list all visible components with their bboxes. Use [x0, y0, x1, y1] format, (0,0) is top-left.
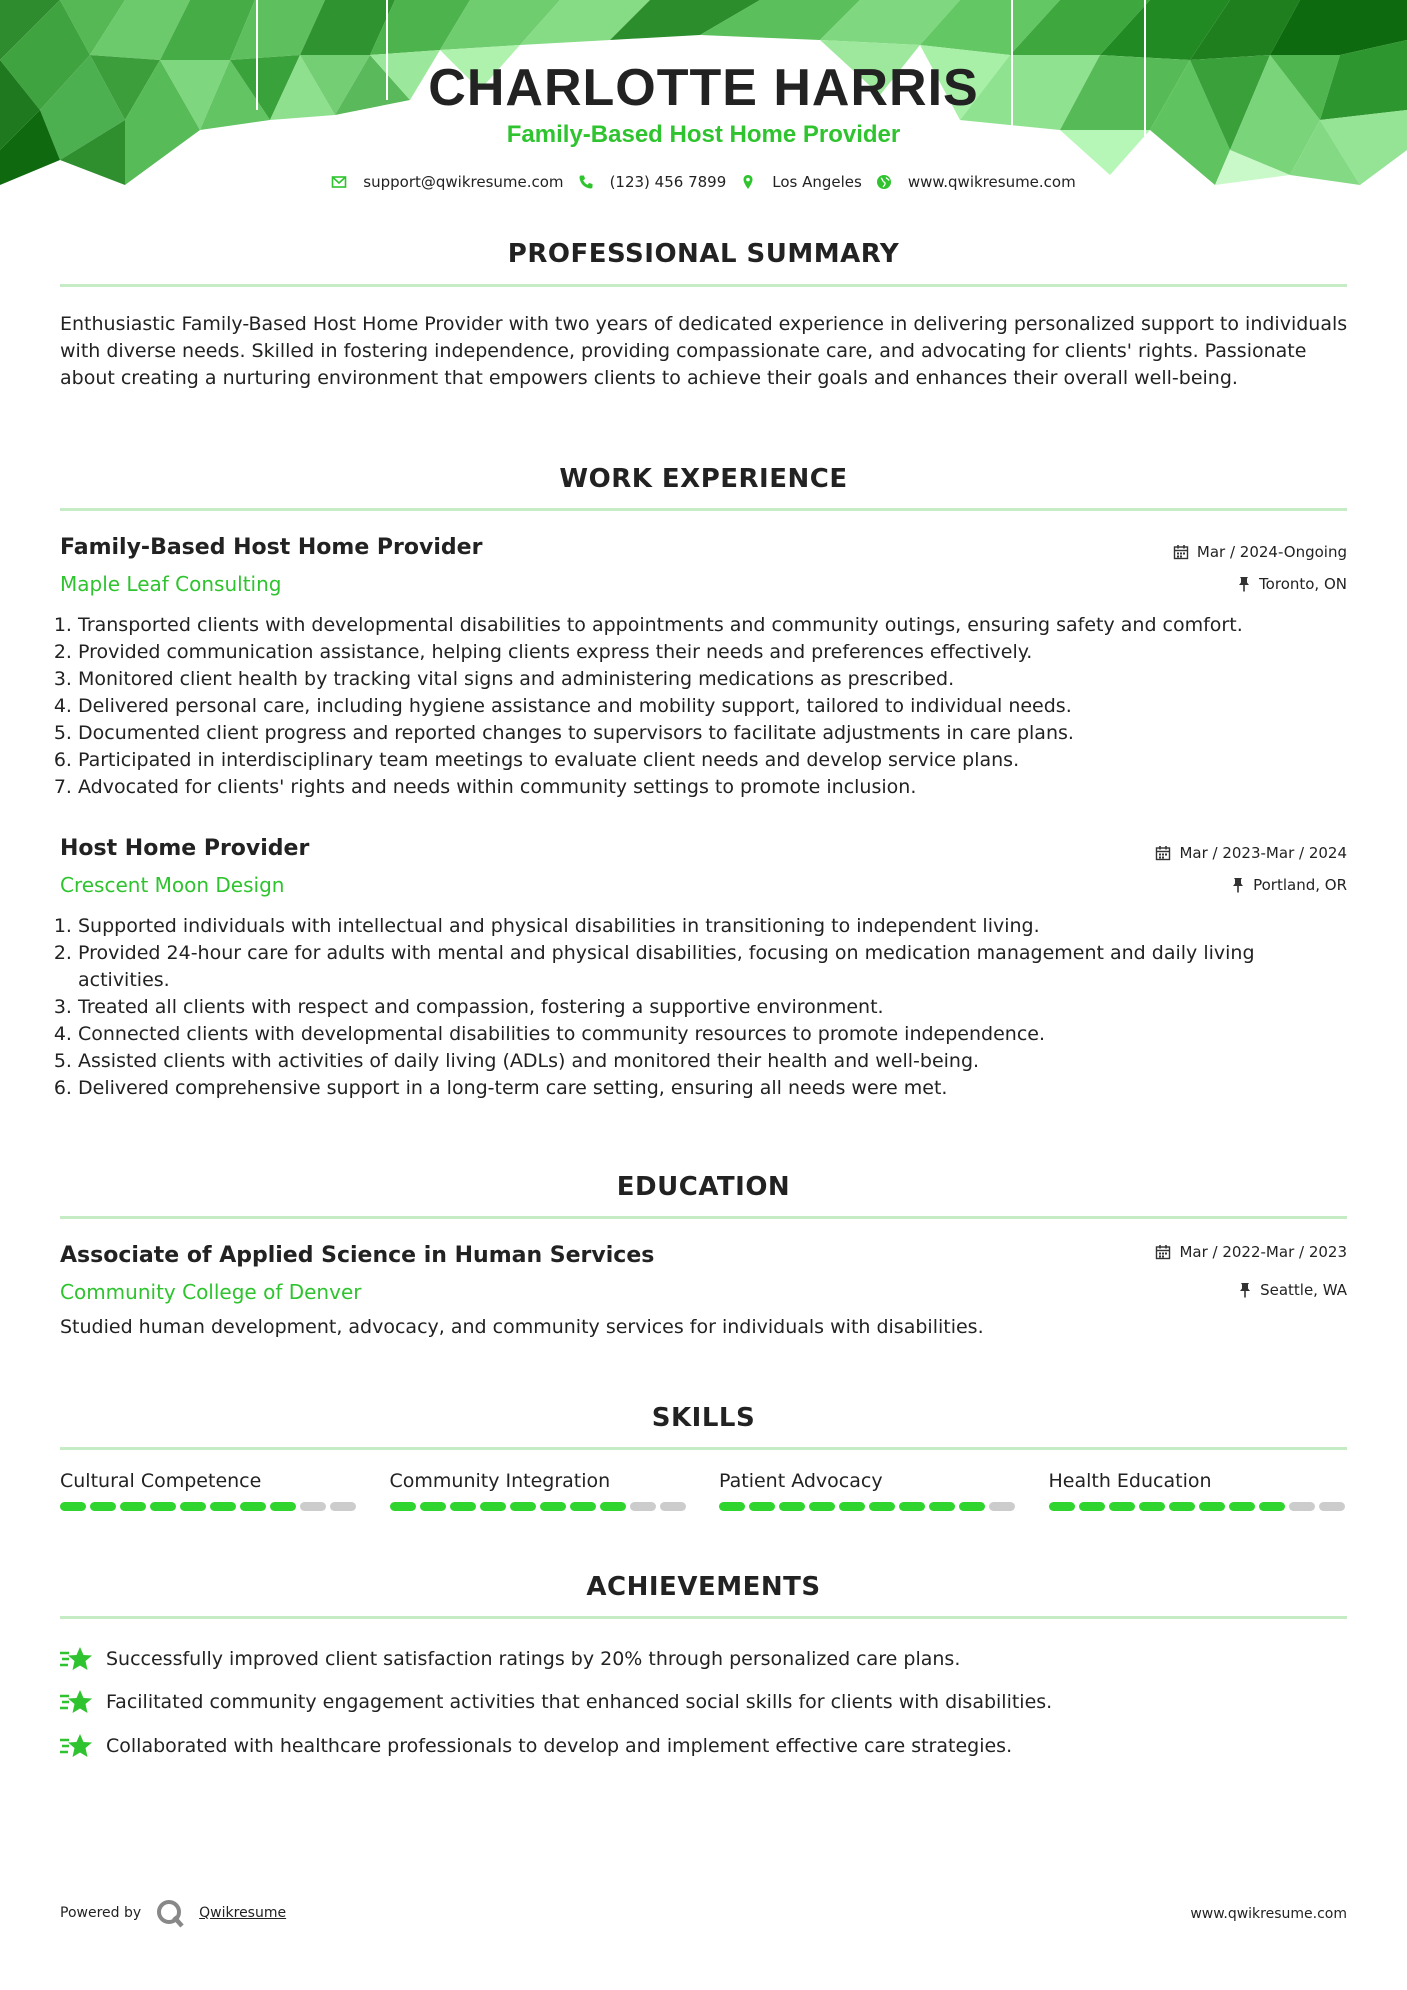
section-title-skills: SKILLS [651, 1403, 756, 1433]
skill-level-segment [390, 1502, 416, 1511]
skill-level-segment [1109, 1502, 1135, 1511]
skill-level-segment [929, 1502, 955, 1511]
section-title-education: EDUCATION [616, 1172, 791, 1202]
skill-level-segment [210, 1502, 236, 1511]
education-dates-text: Mar / 2022-Mar / 2023 [1179, 1243, 1347, 1261]
skill-level-segment [1169, 1502, 1195, 1511]
skill-level-segment [959, 1502, 985, 1511]
skill-level-segment [749, 1502, 775, 1511]
candidate-title: Family-Based Host Home Provider [506, 121, 901, 148]
degree-title: Associate of Applied Science in Human Services [60, 1243, 655, 1268]
job-location [1231, 876, 1347, 894]
list-item: 1. Supported individuals with intellectual and physical disabilities in transitioning to independent living. [78, 913, 1348, 940]
pushpin-icon [1238, 1282, 1252, 1298]
skill-item [60, 1470, 360, 1511]
achievement-text: Facilitated community engagement activities that enhanced social skills for clients with disabilities. [106, 1691, 1053, 1713]
job-bullets [52, 913, 1348, 1102]
skill-level-segment [630, 1502, 656, 1511]
skill-level-segment [180, 1502, 206, 1511]
job-location [1237, 575, 1347, 593]
footer-url[interactable]: www.qwikresume.com [1190, 1906, 1347, 1922]
header-banner [0, 0, 1407, 195]
skill-level-segment [150, 1502, 176, 1511]
section-divider [60, 284, 1347, 287]
skill-level-segment [1139, 1502, 1165, 1511]
pushpin-icon [1237, 576, 1251, 592]
star-icon [60, 1732, 92, 1760]
job-dates [1155, 844, 1347, 862]
skill-level-segment [839, 1502, 865, 1511]
footer-powered-by [60, 1898, 286, 1928]
skill-level-segment [1229, 1502, 1255, 1511]
skill-name: Patient Advocacy [719, 1470, 883, 1492]
section-divider [60, 1616, 1347, 1619]
skill-level-segment [60, 1502, 86, 1511]
school-name: Community College of Denver [60, 1280, 362, 1304]
achievement-item [60, 1688, 1350, 1716]
job-bullets [52, 612, 1348, 801]
job-dates-text: Mar / 2024-Ongoing [1196, 543, 1347, 561]
achievement-text: Collaborated with healthcare professionals to develop and implement effective care strategies. [106, 1735, 1013, 1757]
skill-level-segment [1319, 1502, 1345, 1511]
education-description: Studied human development, advocacy, and community services for individuals with disabilities. [60, 1316, 984, 1338]
skill-level-segment [989, 1502, 1015, 1511]
contact-location [740, 173, 862, 191]
job-location-text: Toronto, ON [1259, 575, 1347, 593]
phone-icon [578, 174, 594, 190]
skill-level-segment [570, 1502, 596, 1511]
achievement-item [60, 1732, 1350, 1760]
qwikresume-logo-icon [155, 1898, 185, 1928]
list-item: 3. Treated all clients with respect and compassion, fostering a supportive environment. [78, 994, 1348, 1021]
job-title: Family-Based Host Home Provider [60, 535, 483, 560]
education-location [1238, 1281, 1347, 1299]
candidate-name: CHARLOTTE HARRIS [428, 59, 979, 117]
skill-level-segment [1259, 1502, 1285, 1511]
star-icon [60, 1645, 92, 1673]
map-pin-icon [740, 174, 756, 190]
contact-website[interactable] [876, 173, 1076, 191]
skill-level-bar [390, 1502, 690, 1511]
skill-level-segment [1049, 1502, 1075, 1511]
envelope-icon [331, 174, 347, 190]
education-location-text: Seattle, WA [1260, 1281, 1347, 1299]
list-item: 4. Connected clients with developmental disabilities to community resources to promote independence. [78, 1021, 1348, 1048]
section-title-achievements: ACHIEVEMENTS [586, 1572, 821, 1602]
skill-level-segment [1289, 1502, 1315, 1511]
section-divider [60, 508, 1347, 511]
skill-level-bar [1049, 1502, 1349, 1511]
skills-list [60, 1470, 1350, 1511]
brand-link[interactable]: Qwikresume [199, 1905, 287, 1921]
powered-by-label: Powered by [60, 1905, 142, 1921]
skill-level-segment [240, 1502, 266, 1511]
contact-email-text: support@qwikresume.com [363, 173, 564, 191]
contact-phone[interactable] [578, 173, 727, 191]
section-title-experience: WORK EXPERIENCE [559, 464, 848, 494]
job-company: Crescent Moon Design [60, 873, 285, 897]
star-icon [60, 1688, 92, 1716]
skill-level-segment [450, 1502, 476, 1511]
pushpin-icon [1231, 877, 1245, 893]
skill-level-segment [90, 1502, 116, 1511]
skill-level-segment [600, 1502, 626, 1511]
list-item: 4. Delivered personal care, including hygiene assistance and mobility support, tailored to individual needs. [78, 693, 1348, 720]
contact-website-text: www.qwikresume.com [907, 173, 1076, 191]
skill-level-segment [899, 1502, 925, 1511]
calendar-icon [1173, 544, 1189, 560]
skill-item [390, 1470, 690, 1511]
skill-item [1049, 1470, 1349, 1511]
skill-level-segment [1079, 1502, 1105, 1511]
calendar-icon [1155, 1244, 1171, 1260]
skill-level-segment [420, 1502, 446, 1511]
skill-level-segment [330, 1502, 356, 1511]
section-divider [60, 1216, 1347, 1219]
skill-level-bar [60, 1502, 360, 1511]
job-location-text: Portland, OR [1253, 876, 1347, 894]
achievement-item [60, 1645, 1350, 1673]
list-item: 2. Provided communication assistance, helping clients express their needs and preferences effectively. [78, 639, 1348, 666]
job-title: Host Home Provider [60, 836, 310, 861]
skill-level-segment [1199, 1502, 1225, 1511]
list-item: 6. Delivered comprehensive support in a long-term care setting, ensuring all needs were met. [78, 1075, 1348, 1102]
list-item: 5. Documented client progress and reported changes to supervisors to facilitate adjustments in care plans. [78, 720, 1348, 747]
contact-bar [0, 173, 1407, 191]
skill-level-segment [510, 1502, 536, 1511]
education-dates [1155, 1243, 1347, 1261]
skill-level-segment [869, 1502, 895, 1511]
skill-level-segment [270, 1502, 296, 1511]
achievement-text: Successfully improved client satisfaction ratings by 20% through personalized care plans. [106, 1648, 961, 1670]
skill-level-segment [540, 1502, 566, 1511]
list-item: 5. Assisted clients with activities of daily living (ADLs) and monitored their health and well-being. [78, 1048, 1348, 1075]
list-item: 1. Transported clients with developmental disabilities to appointments and community outings, ensuring safety and comfort. [78, 612, 1348, 639]
contact-phone-text: (123) 456 7899 [609, 173, 727, 191]
list-item: 2. Provided 24-hour care for adults with mental and physical disabilities, focusing on medication management and daily living activities. [78, 940, 1348, 994]
calendar-icon [1155, 845, 1171, 861]
contact-location-text: Los Angeles [772, 173, 862, 191]
summary-text: Enthusiastic Family-Based Host Home Provider with two years of dedicated experience in delivering personalized support to individuals with diverse needs. Skilled in fostering independence, providing compassionate care, and advocating for clients' rights. Passionate about creating a nurturing environment that empowers clients to achieve their goals and enhances their overall well-being. [60, 313, 1348, 389]
section-title-summary: PROFESSIONAL SUMMARY [507, 239, 900, 269]
job-dates-text: Mar / 2023-Mar / 2024 [1179, 844, 1347, 862]
skill-level-segment [300, 1502, 326, 1511]
list-item: 6. Participated in interdisciplinary team meetings to evaluate client needs and develop service plans. [78, 747, 1348, 774]
skill-level-segment [779, 1502, 805, 1511]
skill-level-segment [480, 1502, 506, 1511]
globe-icon [876, 174, 892, 190]
skill-level-segment [660, 1502, 686, 1511]
skill-level-bar [719, 1502, 1019, 1511]
skill-name: Community Integration [389, 1470, 611, 1492]
section-divider [60, 1447, 1347, 1450]
skill-level-segment [809, 1502, 835, 1511]
list-item: 3. Monitored client health by tracking vital signs and administering medications as prescribed. [78, 666, 1348, 693]
job-dates [1173, 543, 1347, 561]
contact-email[interactable] [331, 173, 563, 191]
skill-name: Health Education [1048, 1470, 1212, 1492]
skill-level-segment [719, 1502, 745, 1511]
job-company: Maple Leaf Consulting [60, 572, 282, 596]
list-item: 7. Advocated for clients' rights and needs within community settings to promote inclusion. [78, 774, 1348, 801]
skill-name: Cultural Competence [60, 1470, 262, 1492]
skill-level-segment [120, 1502, 146, 1511]
skill-item [719, 1470, 1019, 1511]
